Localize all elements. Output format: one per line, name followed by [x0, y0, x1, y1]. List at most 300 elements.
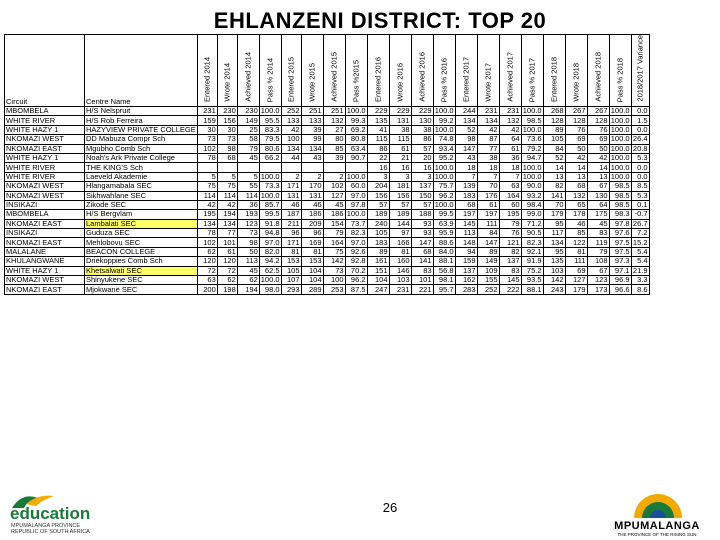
value-cell: 137 — [455, 266, 477, 275]
value-cell: 73.6 — [521, 135, 543, 144]
circuit-cell: WHITE HAZY 1 — [5, 125, 85, 134]
value-cell: 98.1 — [433, 276, 455, 285]
table-row — [5, 144, 650, 153]
value-cell: 97.8 — [345, 200, 367, 209]
value-cell: 100.0 — [610, 153, 630, 163]
value-cell: 95.2 — [433, 153, 455, 162]
value-cell: 87 — [477, 135, 499, 144]
table-row — [5, 172, 650, 181]
value-cell: 252 — [281, 107, 301, 116]
value-cell: 121 — [499, 238, 521, 247]
value-cell: 102 — [323, 182, 345, 191]
value-cell: 91.9 — [521, 257, 543, 266]
value-cell: 63 — [499, 182, 521, 191]
value-cell: 7 — [455, 172, 477, 181]
value-cell: 42 — [477, 125, 499, 134]
value-cell: 87.5 — [345, 285, 367, 294]
value-cell: 75.7 — [433, 182, 455, 191]
year-header-label: Wrote 2017 — [483, 63, 493, 102]
year-header-label: Pass % 2016 — [439, 57, 449, 102]
value-cell: 83 — [587, 229, 609, 238]
value-cell: 151 — [367, 266, 389, 275]
value-cell: 99 — [301, 135, 323, 144]
value-cell: 97 — [389, 229, 411, 238]
value-cell: 100.0 — [434, 162, 454, 172]
value-cell: 75 — [323, 247, 345, 256]
value-cell: 50 — [565, 144, 587, 153]
value-cell: 134 — [455, 116, 477, 125]
value-cell: 94.7 — [521, 153, 543, 162]
value-cell: 169 — [301, 238, 323, 247]
value-cell: 189 — [389, 210, 411, 219]
year-header-label: Entered 2014 — [202, 56, 212, 102]
value-cell: 178 — [565, 210, 587, 219]
year-header — [433, 35, 455, 107]
value-cell: 164 — [499, 191, 521, 200]
education-wordmark: education — [10, 504, 91, 523]
value-cell: 80.6 — [259, 144, 281, 153]
table-row — [5, 200, 650, 209]
value-cell: 98.5 — [609, 191, 631, 200]
value-cell: 61 — [217, 247, 237, 256]
value-cell: 114 — [197, 191, 217, 200]
year-header — [345, 35, 367, 107]
value-cell: 179 — [565, 285, 587, 294]
circuit-cell: MBOMBELA — [5, 107, 85, 116]
value-cell: 96 — [301, 229, 323, 238]
value-cell: 229 — [389, 107, 411, 116]
year-header-label: Achieved 2018 — [593, 52, 603, 102]
value-cell: 186 — [323, 210, 345, 219]
value-cell: 89 — [543, 125, 565, 134]
value-cell — [281, 163, 301, 172]
circuit-cell: NKOMAZI WEST — [5, 135, 85, 144]
value-cell: 146 — [389, 266, 411, 275]
value-cell: 5.4 — [631, 257, 649, 266]
value-cell: 100.0 — [610, 115, 630, 125]
value-cell: 0.1 — [631, 200, 649, 209]
value-cell — [323, 163, 345, 172]
value-cell: 161 — [367, 257, 389, 266]
value-cell: 42 — [499, 125, 521, 134]
centre-cell: Guduza SEC — [85, 229, 198, 238]
results-table — [4, 34, 650, 295]
value-cell: 14 — [587, 163, 609, 172]
value-cell: 44 — [281, 153, 301, 162]
value-cell: 0.0 — [631, 107, 649, 116]
value-cell: 293 — [281, 285, 301, 294]
value-cell: 100.0 — [346, 106, 366, 116]
value-cell: 197 — [477, 210, 499, 219]
value-cell — [259, 163, 281, 172]
value-cell: 204 — [367, 182, 389, 191]
value-cell: 100.0 — [346, 209, 366, 219]
value-cell: 36 — [237, 200, 259, 209]
value-cell: 96.6 — [609, 285, 631, 294]
value-cell: 164 — [323, 238, 345, 247]
value-cell: 42 — [197, 200, 217, 209]
value-cell: 20 — [411, 153, 433, 162]
circuit-cell: WHITE RIVER — [5, 116, 85, 125]
circuit-cell: KHULANGWANE — [5, 257, 85, 266]
value-cell: 5.3 — [631, 153, 649, 162]
value-cell: 159 — [455, 257, 477, 266]
value-cell: 162 — [455, 276, 477, 285]
value-cell: 76 — [587, 125, 609, 134]
table-row — [5, 266, 650, 275]
centre-header: Centre Name — [85, 35, 198, 107]
value-cell: 149 — [477, 257, 499, 266]
year-header-label: Achieved 2017 — [505, 52, 515, 102]
value-cell: 90.7 — [345, 153, 367, 162]
value-cell: 211 — [281, 219, 301, 228]
value-cell: 137 — [411, 182, 433, 191]
value-cell: 5.3 — [631, 191, 649, 200]
value-cell: 0.0 — [631, 125, 649, 134]
value-cell: 171 — [281, 238, 301, 247]
circuit-cell: NKOMAZI WEST — [5, 191, 85, 200]
value-cell: 99.0 — [521, 210, 543, 219]
year-header — [237, 35, 259, 107]
value-cell: 181 — [389, 182, 411, 191]
table-row — [5, 276, 650, 285]
table-row — [5, 153, 650, 162]
value-cell: 231 — [197, 107, 217, 116]
value-cell: 183 — [455, 191, 477, 200]
value-cell: 46 — [281, 200, 301, 209]
value-cell: 107 — [281, 276, 301, 285]
table-row — [5, 191, 650, 200]
value-cell: 97.3 — [609, 257, 631, 266]
value-cell: 62.5 — [259, 266, 281, 275]
value-cell: 73 — [323, 266, 345, 275]
year-header — [367, 35, 389, 107]
value-cell: 45 — [237, 153, 259, 162]
value-cell: 183 — [367, 238, 389, 247]
value-cell: 14 — [543, 163, 565, 172]
value-cell: 96.2 — [433, 191, 455, 200]
value-cell: 62 — [237, 276, 259, 285]
value-cell: 188 — [411, 210, 433, 219]
value-cell: 135 — [543, 257, 565, 266]
value-cell: 5 — [237, 172, 259, 181]
table-row — [5, 107, 650, 116]
value-cell: 267 — [565, 107, 587, 116]
value-cell: 60.0 — [345, 182, 367, 191]
table-row — [5, 182, 650, 191]
table-row — [5, 116, 650, 125]
value-cell: 100.0 — [346, 172, 366, 181]
table-row — [5, 125, 650, 134]
value-cell: 50 — [237, 247, 259, 256]
value-cell: 247 — [367, 285, 389, 294]
centre-cell: H/S Rob Ferreira — [85, 116, 198, 125]
value-cell: 88.1 — [521, 285, 543, 294]
mpumalanga-wordmark: MPUMALANGA — [614, 520, 700, 532]
value-cell: 149 — [237, 116, 259, 125]
year-header — [281, 35, 301, 107]
value-cell: 16 — [367, 163, 389, 172]
value-cell: 78 — [197, 229, 217, 238]
year-header — [565, 35, 587, 107]
value-cell: 100.0 — [610, 106, 630, 116]
value-cell: 98.3 — [609, 210, 631, 219]
value-cell: 57 — [389, 200, 411, 209]
value-cell: 73 — [217, 135, 237, 144]
value-cell: 38 — [477, 153, 499, 162]
value-cell: 26.4 — [632, 134, 648, 144]
value-cell: 120 — [217, 257, 237, 266]
year-header-label: 2018/2017 Variance — [635, 35, 645, 102]
value-cell: 100.0 — [522, 106, 542, 116]
value-cell: 57 — [367, 200, 389, 209]
value-cell: 75 — [197, 182, 217, 191]
year-header-label: Achieved 2014 — [243, 52, 253, 102]
value-cell: 68 — [411, 247, 433, 256]
value-cell: 74.8 — [433, 135, 455, 144]
value-cell: 99.2 — [433, 116, 455, 125]
value-cell: 73 — [197, 135, 217, 144]
circuit-cell: MALALANE — [5, 247, 85, 256]
value-cell: 5 — [197, 172, 217, 181]
value-cell: 30 — [197, 125, 217, 134]
value-cell: 45 — [587, 219, 609, 228]
value-cell: 46 — [565, 219, 587, 228]
value-cell: 57 — [411, 200, 433, 209]
value-cell: 98 — [455, 135, 477, 144]
value-cell: 109 — [477, 266, 499, 275]
value-cell: 67 — [587, 266, 609, 275]
value-cell: 84.0 — [433, 247, 455, 256]
value-cell: 229 — [411, 107, 433, 116]
value-cell: 99.5 — [433, 210, 455, 219]
value-cell: 0.0 — [631, 163, 649, 172]
value-cell: 104 — [301, 266, 323, 275]
value-cell: -0.7 — [631, 210, 649, 219]
value-cell: 95.5 — [259, 116, 281, 125]
value-cell: 80 — [323, 135, 345, 144]
value-cell: 289 — [301, 285, 323, 294]
value-cell: 100.0 — [260, 191, 280, 200]
value-cell: 39 — [323, 153, 345, 162]
value-cell: 137 — [499, 257, 521, 266]
value-cell: 85 — [565, 229, 587, 238]
value-cell: 102 — [197, 144, 217, 153]
value-cell: 111 — [565, 257, 587, 266]
circuit-cell: WHITE RIVER — [5, 172, 85, 181]
value-cell: 18 — [499, 163, 521, 172]
value-cell: 61 — [477, 200, 499, 209]
value-cell: 18 — [477, 163, 499, 172]
value-cell: 120 — [197, 257, 217, 266]
value-cell: 142 — [323, 257, 345, 266]
table-row — [5, 238, 650, 247]
value-cell: 67 — [587, 182, 609, 191]
value-cell: 166 — [389, 238, 411, 247]
value-cell: 97.5 — [609, 238, 631, 247]
value-cell: 20.8 — [632, 144, 648, 153]
value-cell: 187 — [281, 210, 301, 219]
value-cell: 68 — [455, 200, 477, 209]
value-cell: 69 — [565, 135, 587, 144]
value-cell: 90.5 — [521, 229, 543, 238]
value-cell: 73.7 — [345, 219, 367, 228]
value-cell: 251 — [323, 107, 345, 116]
value-cell: 79.2 — [521, 144, 543, 153]
value-cell: 132 — [323, 116, 345, 125]
circuit-header: Circuit — [5, 35, 85, 107]
year-header — [543, 35, 565, 107]
value-cell: 127 — [565, 276, 587, 285]
value-cell: 221 — [411, 285, 433, 294]
value-cell: 193 — [237, 210, 259, 219]
circuit-cell: NKOMAZI EAST — [5, 144, 85, 153]
value-cell: 73 — [237, 229, 259, 238]
value-cell: 72 — [217, 266, 237, 275]
value-cell: 0.0 — [631, 172, 649, 181]
value-cell: 231 — [477, 107, 499, 116]
year-header — [197, 35, 217, 107]
value-cell: 160 — [389, 257, 411, 266]
year-header — [301, 35, 323, 107]
value-cell: 97.8 — [609, 219, 631, 228]
value-cell: 156 — [367, 191, 389, 200]
value-cell: 93.2 — [521, 191, 543, 200]
value-cell: 2 — [323, 172, 345, 181]
value-cell: 175 — [587, 210, 609, 219]
value-cell: 156 — [389, 191, 411, 200]
value-cell: 230 — [217, 107, 237, 116]
value-cell: 79 — [499, 219, 521, 228]
value-cell: 56.8 — [433, 266, 455, 275]
value-cell: 97.0 — [345, 191, 367, 200]
value-cell: 69 — [587, 135, 609, 144]
value-cell: 231 — [389, 285, 411, 294]
value-cell: 231 — [499, 107, 521, 116]
value-cell: 128 — [587, 116, 609, 125]
value-cell: 16 — [389, 163, 411, 172]
value-cell: 131 — [301, 191, 323, 200]
value-cell: 3.3 — [631, 276, 649, 285]
year-header-label: Wrote 2015 — [307, 63, 317, 102]
value-cell: 52 — [455, 125, 477, 134]
value-cell: 100.0 — [610, 172, 630, 181]
value-cell: 5.4 — [631, 247, 649, 256]
circuit-cell: INSIKAZI — [5, 200, 85, 209]
value-cell: 65 — [565, 200, 587, 209]
table-row — [5, 163, 650, 172]
value-cell: 97.5 — [609, 247, 631, 256]
value-cell: 148 — [455, 238, 477, 247]
value-cell: 86 — [367, 144, 389, 153]
value-cell — [197, 163, 217, 172]
table-row — [5, 135, 650, 144]
value-cell: 100.0 — [522, 162, 542, 172]
value-cell: 76 — [565, 125, 587, 134]
value-cell: 100.0 — [610, 144, 630, 153]
value-cell: 21.9 — [632, 266, 648, 275]
value-cell: 100.0 — [260, 275, 280, 285]
value-cell: 52 — [543, 153, 565, 162]
value-cell: 93 — [411, 219, 433, 228]
year-header — [217, 35, 237, 107]
value-cell: 200 — [197, 285, 217, 294]
value-cell: 77 — [477, 144, 499, 153]
value-cell: 98.0 — [259, 285, 281, 294]
value-cell: 13 — [565, 172, 587, 181]
centre-cell: Noah's Ark Private College — [85, 153, 198, 162]
value-cell: 139 — [455, 182, 477, 191]
value-cell: 98.5 — [609, 200, 631, 209]
value-cell: 79 — [587, 247, 609, 256]
value-cell: 85 — [323, 144, 345, 153]
centre-cell: Khetsalwati SEC — [85, 266, 198, 275]
value-cell: 100 — [281, 135, 301, 144]
value-cell: 97.1 — [609, 266, 631, 275]
value-cell: 63.4 — [345, 144, 367, 153]
value-cell: 42 — [587, 153, 609, 162]
page-title: EHLANZENI DISTRICT: TOP 20 — [213, 8, 547, 33]
value-cell: 16 — [411, 163, 433, 172]
value-cell: 7 — [477, 172, 499, 181]
value-cell: 45 — [237, 266, 259, 275]
centre-cell: Driekoppies Comb Sch — [85, 257, 198, 266]
centre-cell: Laeveld Akademie — [85, 172, 198, 181]
value-cell: 147 — [411, 238, 433, 247]
value-cell: 113 — [455, 229, 477, 238]
value-cell: 104 — [367, 276, 389, 285]
value-cell: 100.0 — [434, 172, 454, 181]
value-cell: 141 — [411, 257, 433, 266]
value-cell: 3 — [367, 172, 389, 181]
value-cell: 97.0 — [345, 238, 367, 247]
value-cell: 147 — [455, 144, 477, 153]
centre-cell: BEACON COLLEGE — [85, 247, 198, 256]
value-cell: 85.7 — [259, 200, 281, 209]
value-cell: 93.4 — [433, 144, 455, 153]
value-cell: 25 — [237, 125, 259, 134]
value-cell: 89 — [367, 247, 389, 256]
year-header — [455, 35, 477, 107]
year-header — [521, 35, 543, 107]
value-cell: 39 — [301, 125, 323, 134]
mpumalanga-logo — [598, 484, 716, 538]
value-cell: 45 — [323, 200, 345, 209]
value-cell: 134 — [301, 144, 323, 153]
centre-cell: Shinyukene SEC — [85, 276, 198, 285]
value-cell: 100.0 — [522, 172, 542, 181]
value-cell: 98.5 — [521, 116, 543, 125]
value-cell: 7 — [499, 172, 521, 181]
value-cell: 153 — [301, 257, 323, 266]
value-cell: 130 — [411, 116, 433, 125]
value-cell: 88.6 — [433, 238, 455, 247]
value-cell: 42 — [565, 153, 587, 162]
value-cell: 100 — [323, 276, 345, 285]
value-cell: 96.2 — [345, 276, 367, 285]
value-cell: 79 — [323, 229, 345, 238]
value-cell: 145 — [499, 276, 521, 285]
value-cell: 123 — [587, 276, 609, 285]
centre-cell: Hlangamabala SEC — [85, 182, 198, 191]
year-header — [609, 35, 631, 107]
value-cell: 195 — [197, 210, 217, 219]
value-cell — [345, 163, 367, 172]
value-cell: 179 — [543, 210, 565, 219]
value-cell: 117 — [543, 229, 565, 238]
value-cell: 68 — [217, 153, 237, 162]
value-cell: 142 — [543, 276, 565, 285]
